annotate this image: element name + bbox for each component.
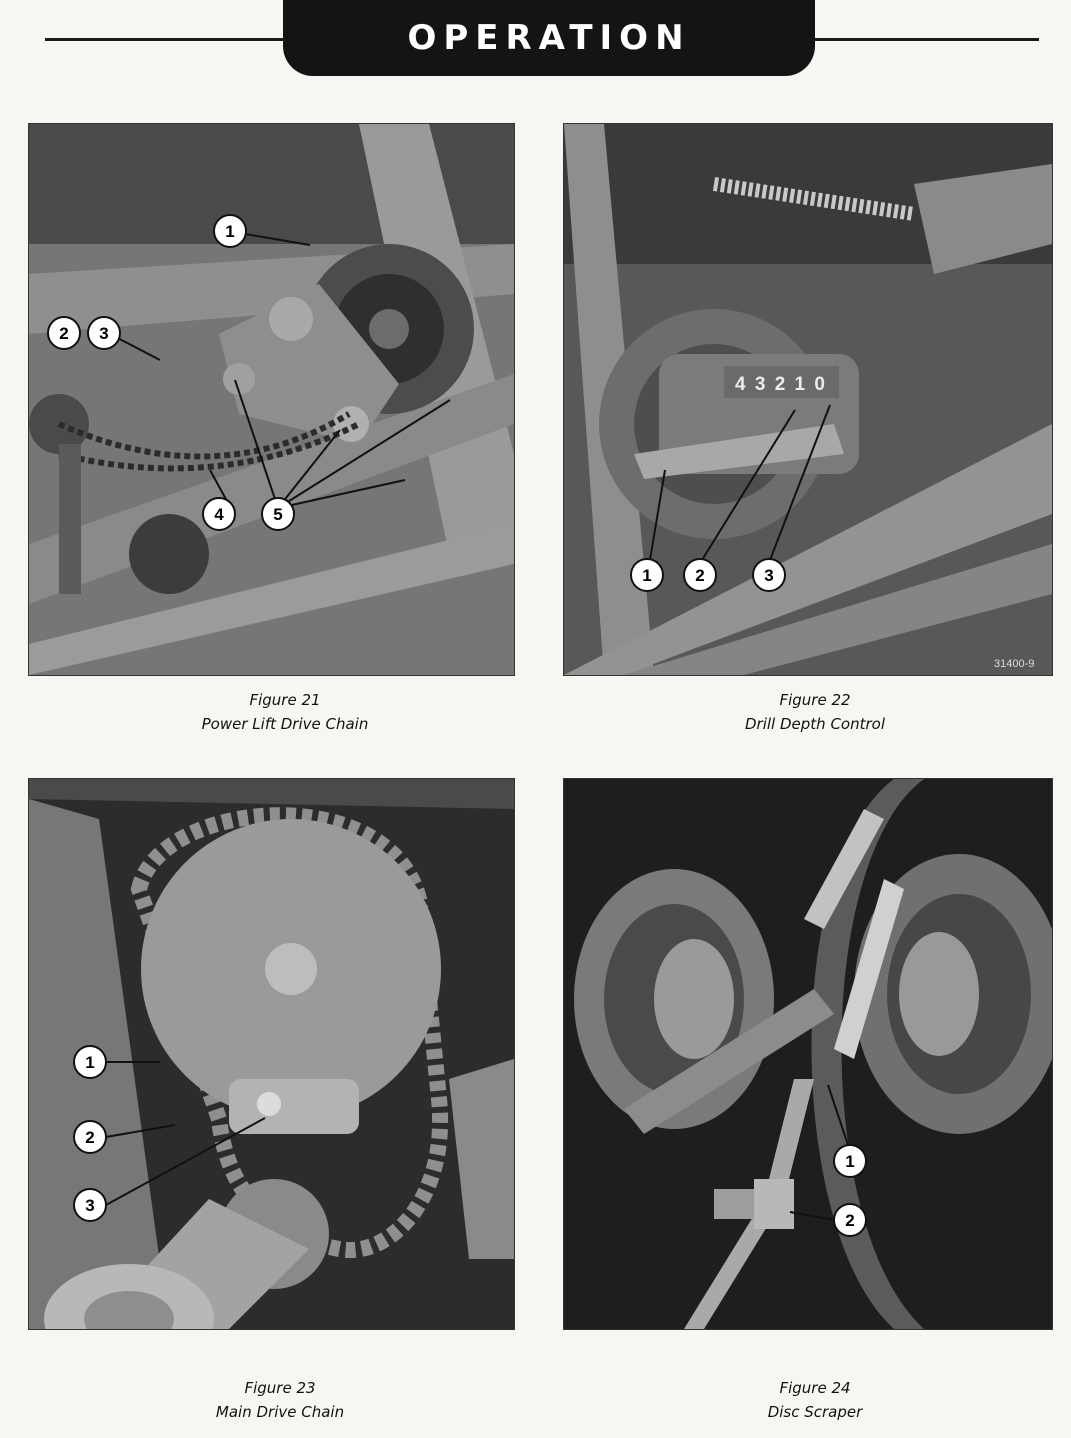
svg-text:3: 3 <box>85 1196 95 1215</box>
photo-code: 31400-9 <box>994 658 1035 670</box>
fig23-callout-3 <box>74 1189 106 1221</box>
figure-23-title: Main Drive Chain <box>215 1403 345 1421</box>
svg-text:1: 1 <box>85 1053 95 1072</box>
figure-24-caption <box>700 1376 930 1424</box>
svg-text:4: 4 <box>214 505 224 524</box>
svg-text:3: 3 <box>99 324 109 343</box>
svg-text:1: 1 <box>642 566 652 585</box>
fig23-callout-2 <box>74 1121 106 1153</box>
svg-text:3: 3 <box>764 566 774 585</box>
figure-24-number: Figure 24 <box>779 1379 851 1397</box>
fig21-callout-2 <box>48 317 80 349</box>
fig21-callout-1 <box>214 215 246 247</box>
fig24-callout-1 <box>834 1145 866 1177</box>
figure-22-number: Figure 22 <box>779 691 851 709</box>
fig21-callout-3 <box>88 317 120 349</box>
fig22-callout-2 <box>684 559 716 591</box>
figure-23-number: Figure 23 <box>244 1379 316 1397</box>
page-title: OPERATION <box>407 18 691 58</box>
figure-21-number: Figure 21 <box>249 691 321 709</box>
figure-23-caption <box>165 1376 395 1424</box>
figure-21-caption <box>170 688 400 736</box>
figure-22-title: Drill Depth Control <box>745 715 885 733</box>
fig21-callout-5 <box>262 498 294 530</box>
depth-scale-marks: 4 3 2 1 0 <box>735 374 827 395</box>
svg-text:5: 5 <box>273 505 283 524</box>
svg-text:1: 1 <box>845 1152 855 1171</box>
svg-text:2: 2 <box>85 1128 95 1147</box>
svg-text:2: 2 <box>695 566 705 585</box>
figure-24-title: Disc Scraper <box>767 1403 863 1421</box>
svg-text:2: 2 <box>845 1211 855 1230</box>
fig21-callout-4 <box>203 498 235 530</box>
fig23-callout-1 <box>74 1046 106 1078</box>
fig22-callout-3 <box>753 559 785 591</box>
fig24-callout-2 <box>834 1204 866 1236</box>
fig22-callout-1 <box>631 559 663 591</box>
figure-21-title: Power Lift Drive Chain <box>201 715 369 733</box>
svg-text:1: 1 <box>225 222 235 241</box>
figure-22-caption <box>700 688 930 736</box>
svg-text:2: 2 <box>59 324 69 343</box>
